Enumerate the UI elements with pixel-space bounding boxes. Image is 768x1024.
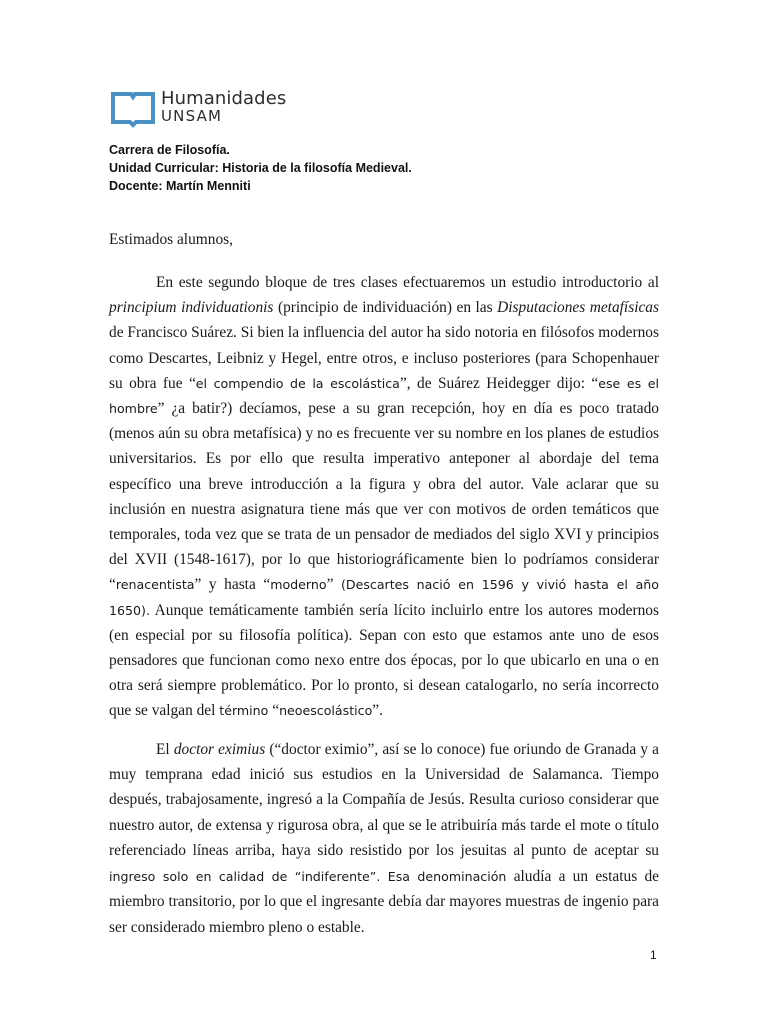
logo-subtitle: UNSAM <box>161 107 223 125</box>
humanidades-unsam-logo <box>109 88 309 134</box>
paragraph-2: El doctor eximius (“doctor eximio”, así se lo conoce) fue oriundo de Granada y a muy temprana edad inició sus estudios en la Universidad de Salamanca. Tiempo después, trabajosamente, ingresó a la Compañía de Jesús. Resulta curioso considerar que nuestro autor, de extensa y rigurosa obra, al que se le atribuiría más tarde el mote o título referenciado líneas arriba, haya sido resistido por los jesuitas al punto de aceptar su ingreso solo en calidad de “indiferente”. Esa denominación aludía a un estatus de miembro transitorio, por lo que el ingresante debía dar mayores muestras de ingenio para ser considerado miembro pleno o estable. <box>109 740 660 936</box>
greeting: Estimados alumnos, <box>109 231 233 248</box>
curricular-unit-line: Unidad Curricular: Historia de la filosofía Medieval. <box>109 161 412 175</box>
open-book-icon <box>109 88 157 128</box>
letter-body <box>109 228 659 940</box>
page-number: 1 <box>650 948 657 962</box>
logo-title: Humanidades <box>161 88 287 109</box>
career-line: Carrera de Filosofía. <box>109 143 230 157</box>
teacher-line: Docente: Martín Menniti <box>109 179 251 193</box>
course-header <box>109 141 412 195</box>
paragraph-1: En este segundo bloque de tres clases efectuaremos un estudio introductorio al principium individuationis (principio de individuación) en las Disputaciones metafísicas de Francisco Suárez. Si bien la influencia del autor ha sido notoria en filósofos modernos como Descartes, Leibniz y Hegel, entre otros, e incluso posteriores (para Schopenhauer su obra fue “el compendio de la escolástica”, de Suárez Heidegger dijo: “ese es el hombre” ¿a batir?) decíamos, pese a su gran recepción, hoy en día es poco tratado (menos aún su obra metafísica) y no es frecuente ver su nombre en los planes de estudios universitarios. Es por ello que resulta imperativo anteponer al abordaje del tema específico una breve introducción a la figura y obra del autor. Vale aclarar que su inclusión en nuestra asignatura tiene más que ver con motivos de orden temáticos que temporales, toda vez que se trata de un pensador de mediados del siglo XVI y principios del XVII (1548-1617), por lo que historiográficamente bien lo podríamos considerar “renacentista” y hasta “moderno” (Descartes nació en 1596 y vivió hasta el año 1650). Aunque temáticamente también sería lícito incluirlo entre los autores modernos (en especial por su filosofía política). Sepan con esto que estamos ante uno de esos pensadores que funcionan como nexo entre dos épocas, por lo que ubicarlo en una o en otra será siempre problemático. Por lo pronto, si desean catalogarlo, no sería incorrecto que se valgan del término “neoescolástico”. <box>109 274 659 720</box>
